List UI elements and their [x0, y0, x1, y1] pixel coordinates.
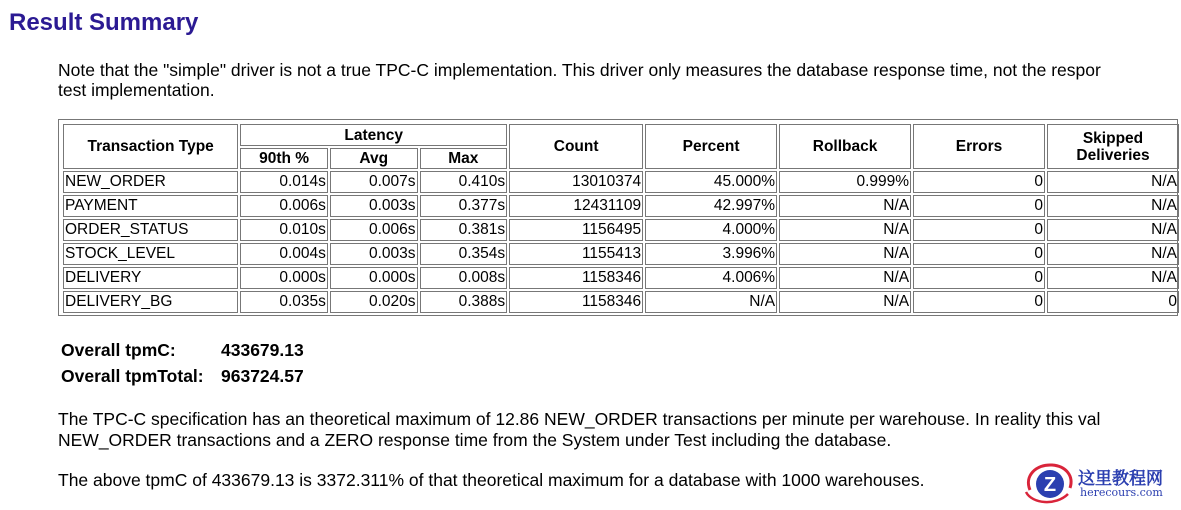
cell-count: 1158346	[509, 291, 643, 313]
header-count: Count	[509, 124, 643, 169]
watermark-cn-text: 这里教程网	[1078, 469, 1163, 489]
cell-errors: 0	[913, 267, 1045, 289]
watermark-logo-letter: Z	[1043, 474, 1057, 496]
result-summary-table	[61, 122, 1181, 315]
cell-rollback: N/A	[779, 267, 911, 289]
cell-errors: 0	[913, 291, 1045, 313]
table-row	[63, 195, 1179, 217]
overall-tpmtotal-label: Overall tpmTotal:	[61, 366, 204, 386]
cell-avg: 0.003s	[330, 195, 418, 217]
overall-tpmc-label: Overall tpmC:	[61, 340, 176, 360]
cell-skipped: N/A	[1047, 219, 1179, 241]
cell-percent: 4.000%	[645, 219, 777, 241]
table-row	[63, 243, 1179, 265]
header-latency: Latency	[240, 124, 507, 146]
header-percent: Percent	[645, 124, 777, 169]
cell-p90: 0.014s	[240, 171, 328, 193]
cell-count: 12431109	[509, 195, 643, 217]
cell-p90: 0.000s	[240, 267, 328, 289]
cell-max: 0.410s	[420, 171, 508, 193]
driver-note-line-2: test implementation.	[58, 80, 215, 100]
overall-tpmc-value: 433679.13	[221, 340, 304, 360]
cell-skipped: N/A	[1047, 243, 1179, 265]
header-errors: Errors	[913, 124, 1045, 169]
header-transaction-type: Transaction Type	[63, 124, 238, 169]
site-watermark	[1022, 462, 1170, 505]
watermark-logo-icon	[1022, 462, 1078, 505]
cell-avg: 0.000s	[330, 267, 418, 289]
cell-avg: 0.006s	[330, 219, 418, 241]
result-table-frame	[58, 119, 1178, 316]
driver-note-line-1: Note that the "simple" driver is not a true TPC-C implementation. This driver only measures the database response time, not the respor	[58, 60, 1101, 80]
watermark-en-text: herecours.com	[1080, 486, 1163, 499]
cell-skipped: N/A	[1047, 267, 1179, 289]
cell-skipped: 0	[1047, 291, 1179, 313]
cell-max: 0.381s	[420, 219, 508, 241]
cell-percent: N/A	[645, 291, 777, 313]
spec-note-line-2: NEW_ORDER transactions and a ZERO response time from the System under Test including the database.	[58, 430, 892, 450]
table-row	[63, 219, 1179, 241]
header-rollback: Rollback	[779, 124, 911, 169]
spec-note-line-1: The TPC-C specification has an theoretical maximum of 12.86 NEW_ORDER transactions per minute per warehouse. In reality this val	[58, 409, 1101, 429]
cell-max: 0.354s	[420, 243, 508, 265]
theoretical-max-note: The above tpmC of 433679.13 is 3372.311% of that theoretical maximum for a database with 1000 warehouses.	[58, 470, 925, 490]
cell-type: NEW_ORDER	[63, 171, 238, 193]
cell-avg: 0.003s	[330, 243, 418, 265]
cell-type: DELIVERY_BG	[63, 291, 238, 313]
cell-count: 1155413	[509, 243, 643, 265]
cell-avg: 0.020s	[330, 291, 418, 313]
cell-max: 0.388s	[420, 291, 508, 313]
cell-count: 1156495	[509, 219, 643, 241]
header-latency-90th: 90th %	[240, 148, 328, 169]
cell-skipped: N/A	[1047, 195, 1179, 217]
cell-errors: 0	[913, 195, 1045, 217]
cell-errors: 0	[913, 171, 1045, 193]
cell-type: DELIVERY	[63, 267, 238, 289]
cell-count: 1158346	[509, 267, 643, 289]
cell-count: 13010374	[509, 171, 643, 193]
table-row	[63, 291, 1179, 313]
cell-p90: 0.006s	[240, 195, 328, 217]
cell-rollback: N/A	[779, 195, 911, 217]
page-title: Result Summary	[9, 9, 199, 36]
cell-p90: 0.004s	[240, 243, 328, 265]
cell-errors: 0	[913, 243, 1045, 265]
header-latency-avg: Avg	[330, 148, 418, 169]
cell-rollback: N/A	[779, 291, 911, 313]
cell-p90: 0.010s	[240, 219, 328, 241]
cell-type: ORDER_STATUS	[63, 219, 238, 241]
cell-p90: 0.035s	[240, 291, 328, 313]
cell-rollback: N/A	[779, 219, 911, 241]
cell-avg: 0.007s	[330, 171, 418, 193]
table-row	[63, 267, 1179, 289]
cell-errors: 0	[913, 219, 1045, 241]
cell-skipped: N/A	[1047, 171, 1179, 193]
cell-type: STOCK_LEVEL	[63, 243, 238, 265]
cell-percent: 42.997%	[645, 195, 777, 217]
cell-type: PAYMENT	[63, 195, 238, 217]
header-skipped-deliveries: Skipped Deliveries	[1047, 124, 1179, 169]
table-row	[63, 171, 1179, 193]
cell-max: 0.008s	[420, 267, 508, 289]
cell-rollback: 0.999%	[779, 171, 911, 193]
header-latency-max: Max	[420, 148, 508, 169]
cell-rollback: N/A	[779, 243, 911, 265]
overall-tpmtotal-value: 963724.57	[221, 366, 304, 386]
cell-max: 0.377s	[420, 195, 508, 217]
cell-percent: 3.996%	[645, 243, 777, 265]
cell-percent: 4.006%	[645, 267, 777, 289]
cell-percent: 45.000%	[645, 171, 777, 193]
